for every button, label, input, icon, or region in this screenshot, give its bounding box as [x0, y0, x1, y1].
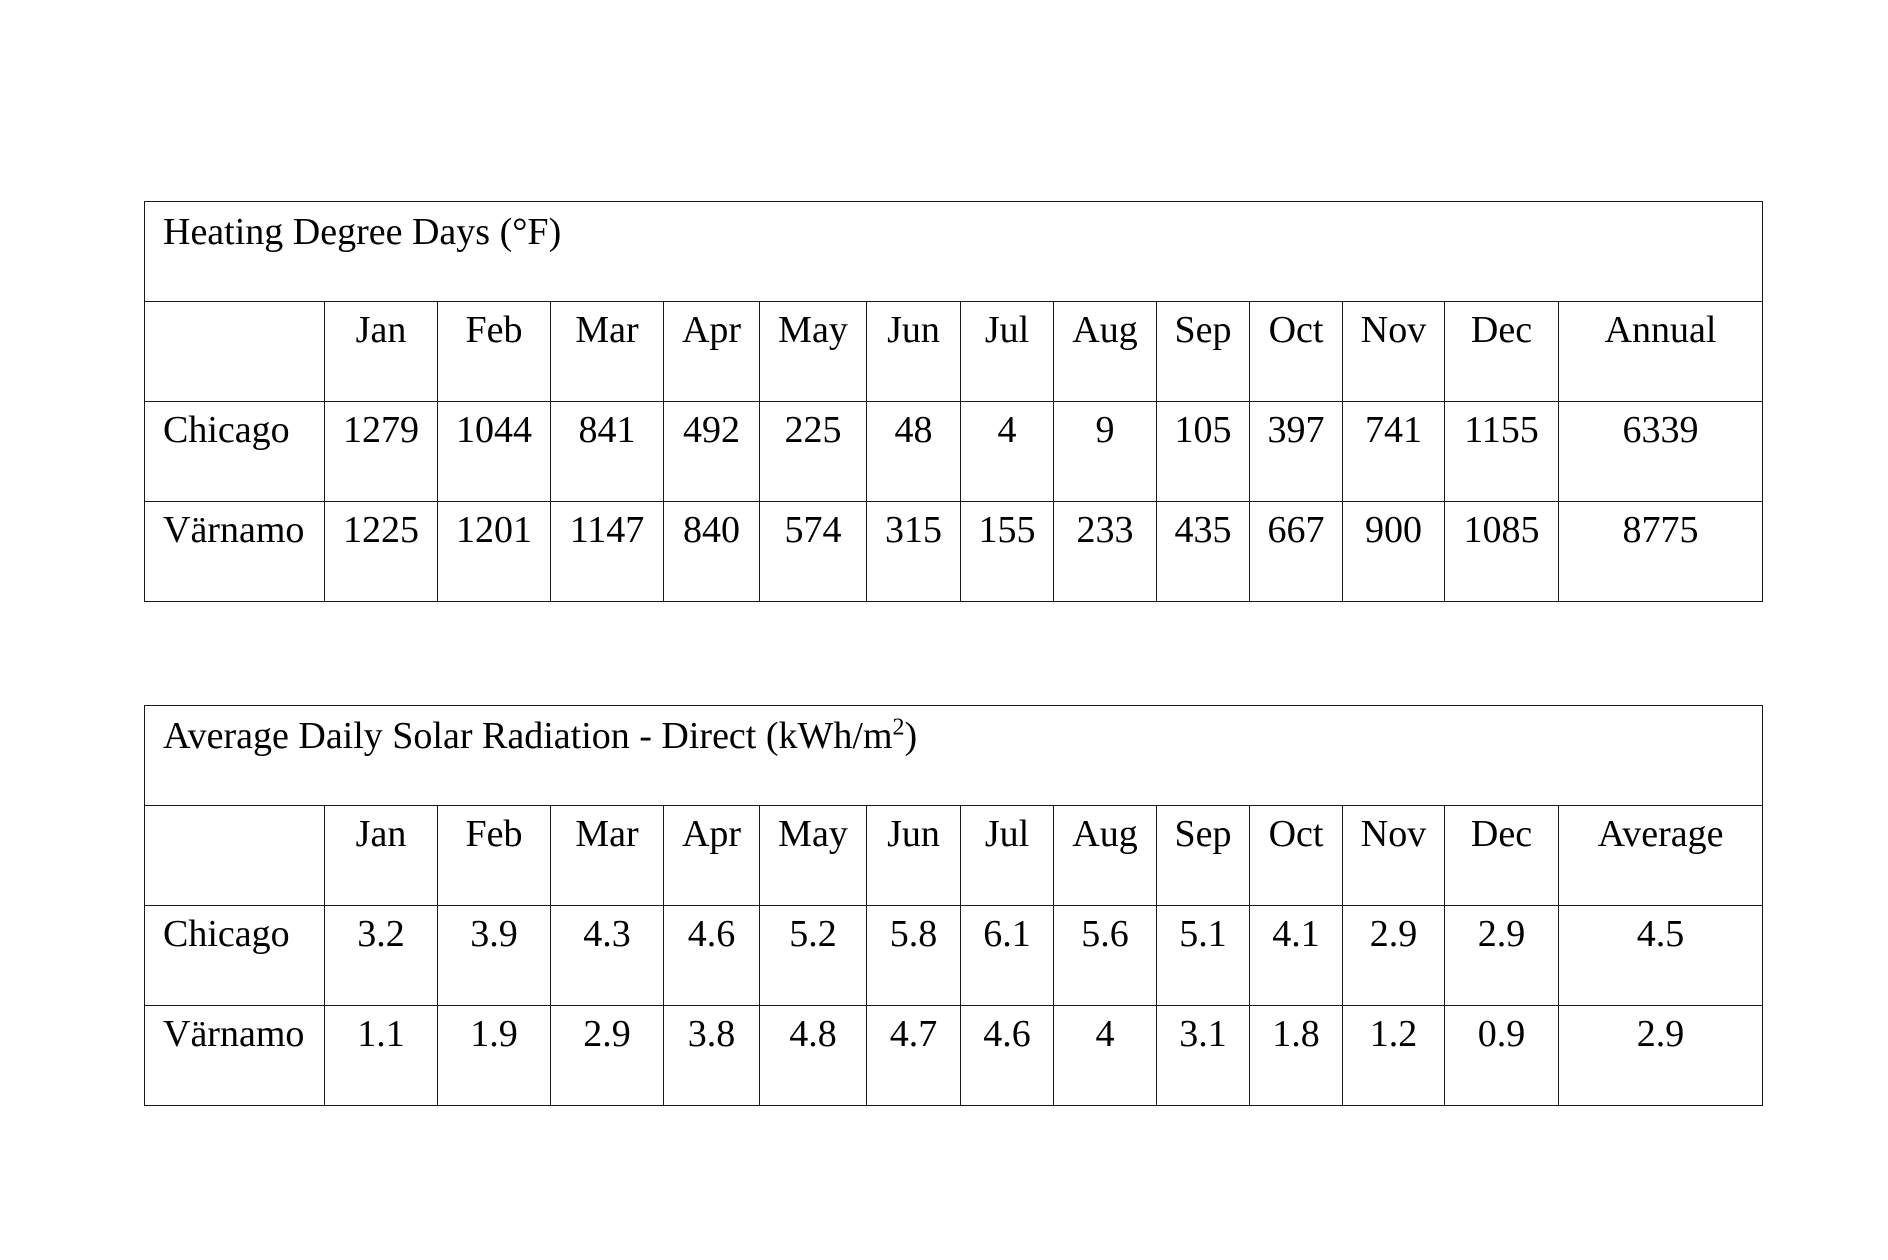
table-cell: 4.7 [867, 1006, 961, 1106]
table-cell: 1.2 [1343, 1006, 1445, 1106]
table-cell: 0.9 [1445, 1006, 1559, 1106]
table-cell: 1155 [1445, 402, 1559, 502]
table-cell: 5.8 [867, 906, 961, 1006]
table-row [145, 906, 1763, 1006]
table-cell: 4.6 [961, 1006, 1054, 1106]
table-cell: 1085 [1445, 502, 1559, 602]
table-cell: 155 [961, 502, 1054, 602]
column-header: Jul [961, 302, 1054, 402]
column-header: Nov [1343, 806, 1445, 906]
table-cell: 5.2 [760, 906, 867, 1006]
table-cell: 1.9 [438, 1006, 551, 1106]
column-header: Aug [1054, 302, 1157, 402]
table-cell: 1044 [438, 402, 551, 502]
column-header: Average [1559, 806, 1763, 906]
column-header: Dec [1445, 302, 1559, 402]
table-cell: 48 [867, 402, 961, 502]
table-cell: 1.8 [1250, 1006, 1343, 1106]
table-cell: 3.2 [325, 906, 438, 1006]
column-header: Jun [867, 806, 961, 906]
solar-radiation-table [144, 705, 1763, 1106]
column-header: Annual [1559, 302, 1763, 402]
column-header: Jul [961, 806, 1054, 906]
column-header: Feb [438, 302, 551, 402]
table-cell: 397 [1250, 402, 1343, 502]
table-cell: 435 [1157, 502, 1250, 602]
table-cell: 9 [1054, 402, 1157, 502]
table-cell: 841 [551, 402, 664, 502]
column-header: May [760, 302, 867, 402]
table-cell: 5.6 [1054, 906, 1157, 1006]
table-cell: 8775 [1559, 502, 1763, 602]
row-label: Värnamo [145, 502, 325, 602]
table-cell: 741 [1343, 402, 1445, 502]
column-header: Oct [1250, 302, 1343, 402]
table-cell: 1.1 [325, 1006, 438, 1106]
table-cell: 2.9 [1445, 906, 1559, 1006]
column-header: Feb [438, 806, 551, 906]
title-suffix: ) [904, 715, 918, 757]
table-cell: 2.9 [551, 1006, 664, 1106]
table-cell: 5.1 [1157, 906, 1250, 1006]
table-cell: 1147 [551, 502, 664, 602]
column-header: Sep [1157, 302, 1250, 402]
column-header: Apr [664, 302, 760, 402]
column-header: Dec [1445, 806, 1559, 906]
table-cell: 6339 [1559, 402, 1763, 502]
table-cell: 4 [1054, 1006, 1157, 1106]
table-cell: 233 [1054, 502, 1157, 602]
column-header: Apr [664, 806, 760, 906]
column-header: Jun [867, 302, 961, 402]
row-label: Chicago [145, 402, 325, 502]
table-title [145, 706, 1763, 806]
table-cell: 315 [867, 502, 961, 602]
table-row [145, 402, 1763, 502]
table-cell: 1201 [438, 502, 551, 602]
column-header [145, 302, 325, 402]
column-header: Nov [1343, 302, 1445, 402]
table-cell: 6.1 [961, 906, 1054, 1006]
table-title-text: Heating Degree Days (°F) [163, 211, 562, 253]
column-header: Oct [1250, 806, 1343, 906]
table-cell: 2.9 [1343, 906, 1445, 1006]
column-header: Aug [1054, 806, 1157, 906]
column-header: May [760, 806, 867, 906]
table-cell: 4 [961, 402, 1054, 502]
table-cell: 4.1 [1250, 906, 1343, 1006]
heating-degree-days-table [144, 201, 1763, 602]
table-cell: 900 [1343, 502, 1445, 602]
table-cell: 4.5 [1559, 906, 1763, 1006]
table-cell: 3.9 [438, 906, 551, 1006]
table-cell: 4.8 [760, 1006, 867, 1106]
column-header: Sep [1157, 806, 1250, 906]
table-cell: 3.8 [664, 1006, 760, 1106]
row-label: Chicago [145, 906, 325, 1006]
table-row [145, 1006, 1763, 1106]
table-header-row [145, 806, 1763, 906]
table-title [145, 202, 1763, 302]
table-cell: 105 [1157, 402, 1250, 502]
column-header: Jan [325, 806, 438, 906]
table-title-text: Average Daily Solar Radiation - Direct (kWh/m [163, 715, 893, 757]
table-cell: 4.6 [664, 906, 760, 1006]
table-cell: 492 [664, 402, 760, 502]
table-cell: 1225 [325, 502, 438, 602]
table-header-row [145, 302, 1763, 402]
table-row [145, 502, 1763, 602]
title-superscript: 2 [892, 714, 905, 741]
table-cell: 574 [760, 502, 867, 602]
table-cell: 667 [1250, 502, 1343, 602]
row-label: Värnamo [145, 1006, 325, 1106]
table-cell: 840 [664, 502, 760, 602]
column-header: Jan [325, 302, 438, 402]
table-cell: 225 [760, 402, 867, 502]
table-cell: 1279 [325, 402, 438, 502]
table-cell: 3.1 [1157, 1006, 1250, 1106]
table-cell: 2.9 [1559, 1006, 1763, 1106]
column-header: Mar [551, 806, 664, 906]
table-cell: 4.3 [551, 906, 664, 1006]
column-header [145, 806, 325, 906]
column-header: Mar [551, 302, 664, 402]
